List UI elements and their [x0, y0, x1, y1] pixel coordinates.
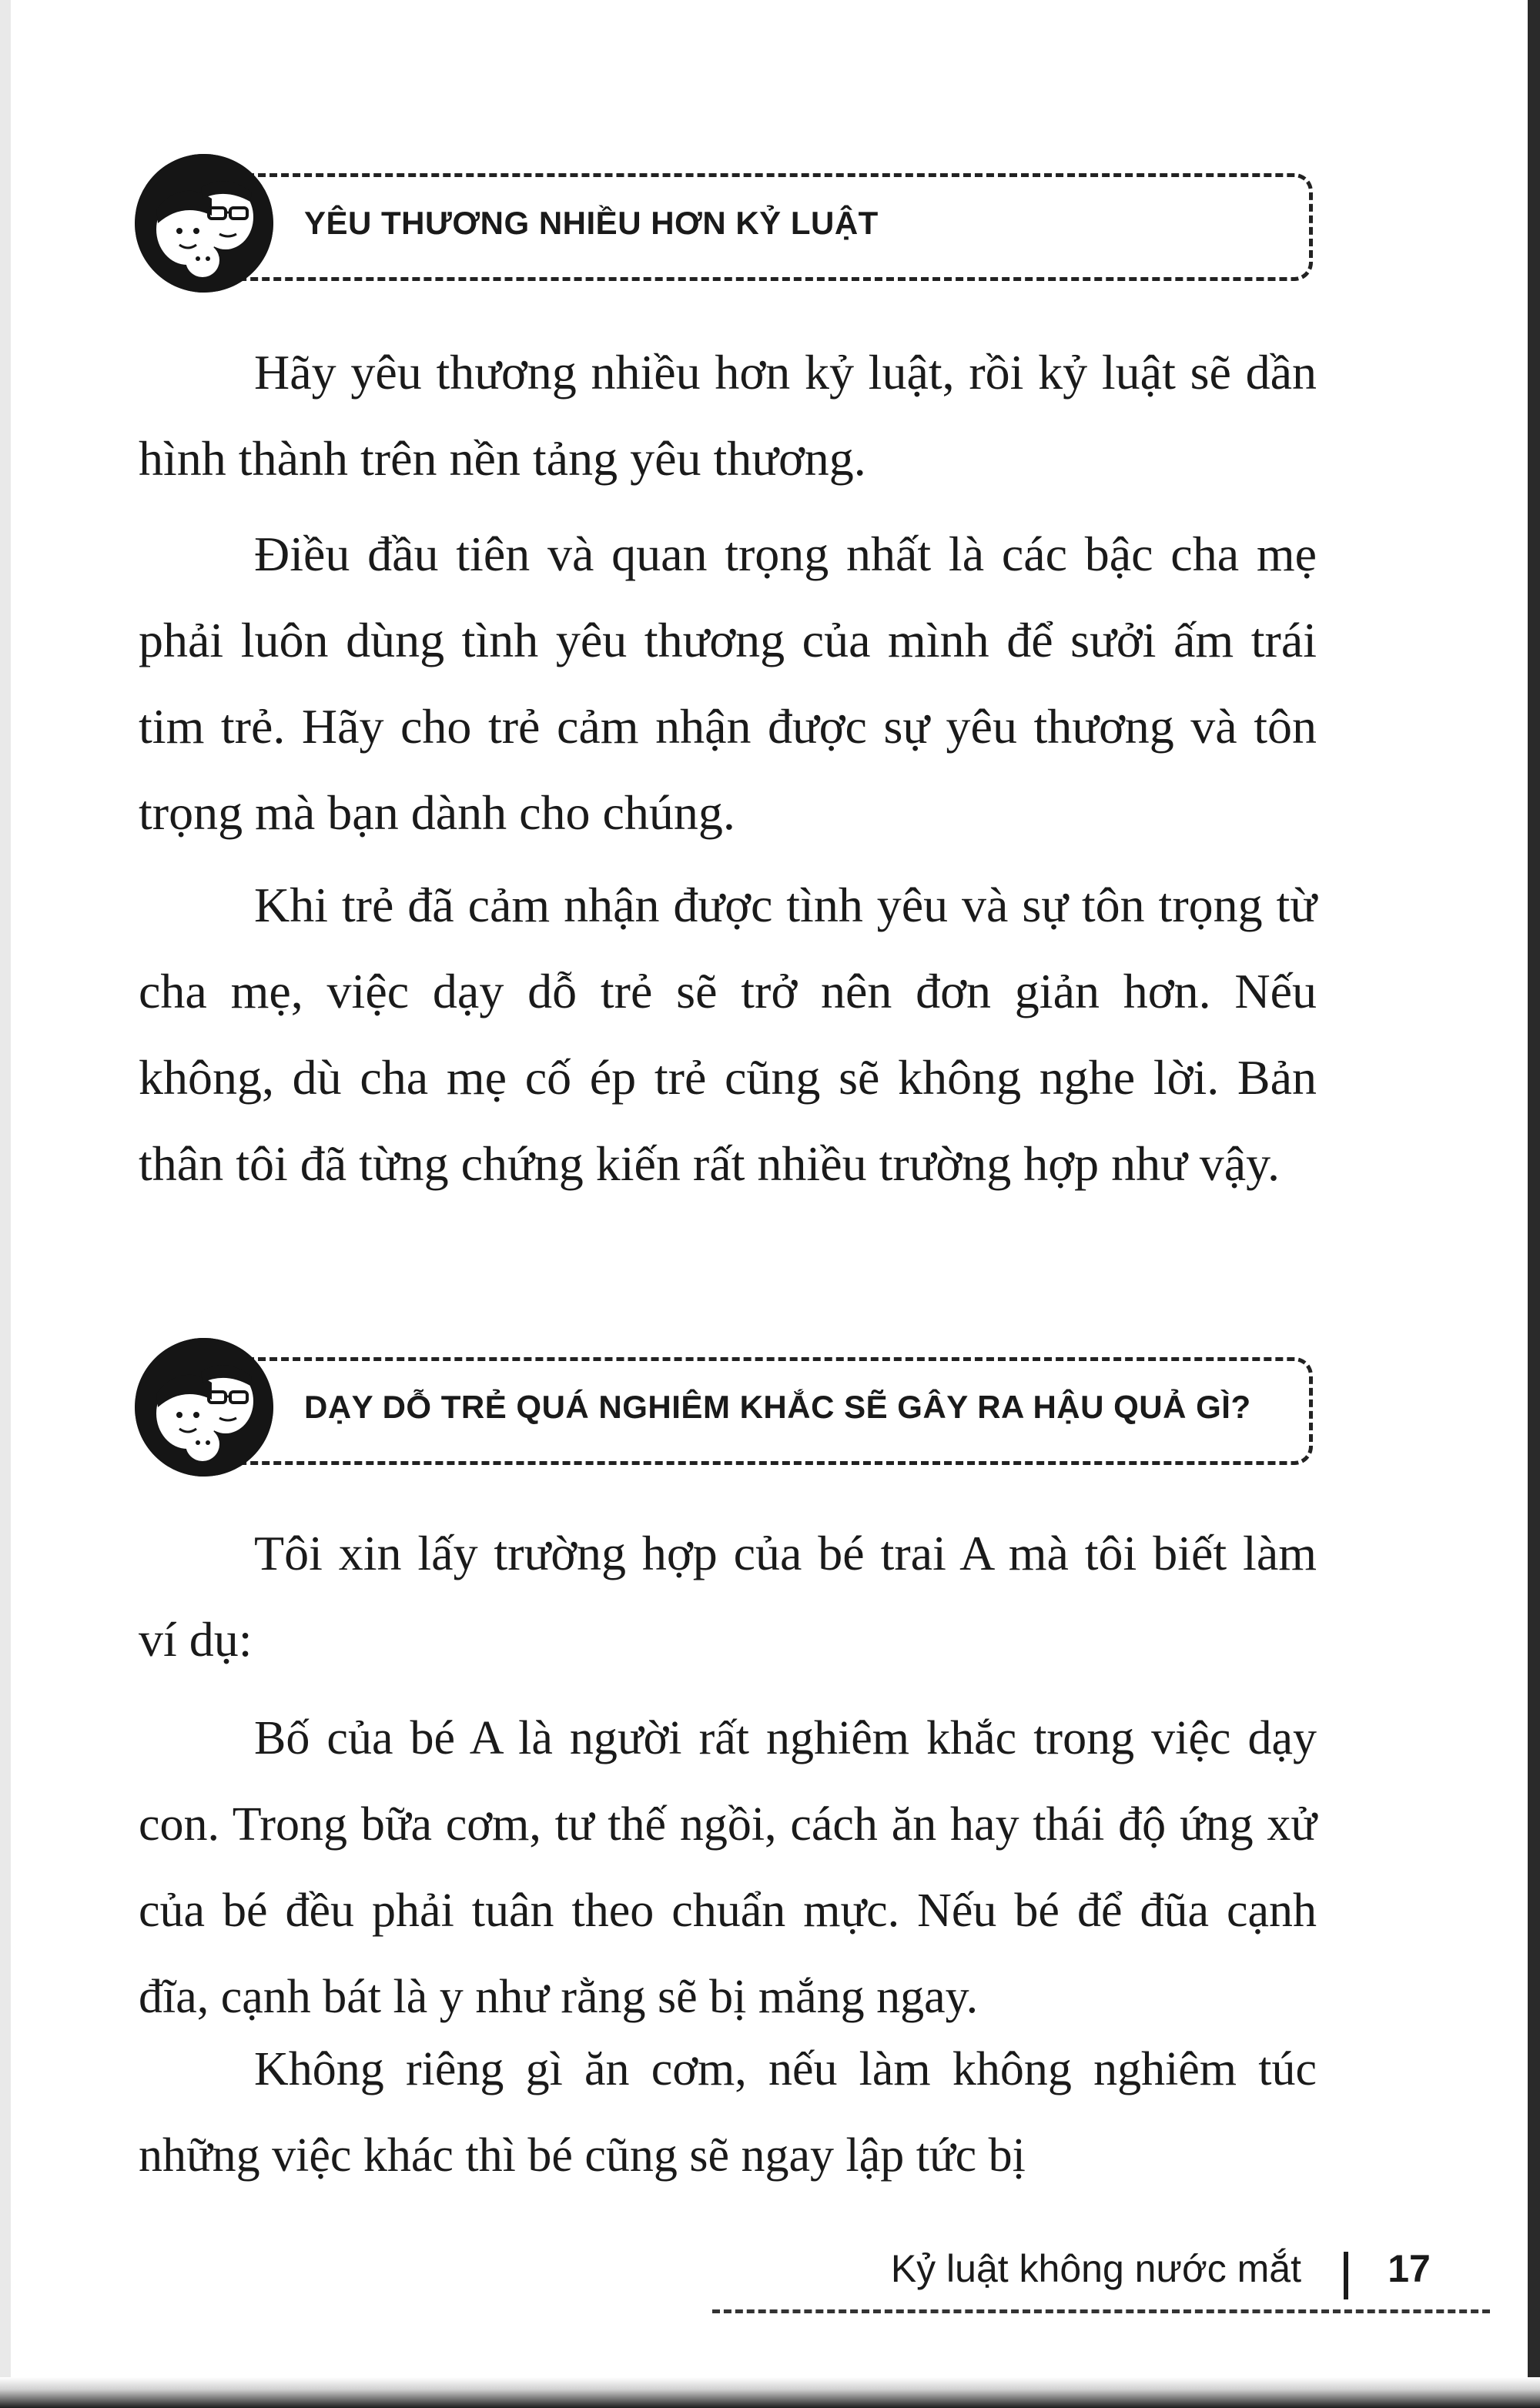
section-header: [135, 154, 1321, 293]
page-edge: [1528, 0, 1540, 2408]
section-title: YÊU THƯƠNG NHIỀU HƠN KỶ LUẬT: [304, 205, 879, 241]
paragraph: Khi trẻ đã cảm nhận được tình yêu và sự tôn trọng từ cha mẹ, việc dạy dỗ trẻ sẽ trở nên đơn giản hơn. Nếu không, dù cha mẹ cố ép trẻ cũng sẽ không nghe lời. Bản thân tôi đã từng chứng kiến rất nhiều trường hợp như vậy.: [139, 878, 1317, 1191]
footer-dashed-rule: [712, 2309, 1490, 2313]
footer-separator: [1344, 2252, 1348, 2299]
page-edge: [0, 2377, 1540, 2408]
paragraph: Tôi xin lấy trường hợp của bé trai A mà tôi biết làm ví dụ:: [139, 1526, 1317, 1667]
paragraph: Bố của bé A là người rất nghiêm khắc trong việc dạy con. Trong bữa cơm, tư thế ngồi, cách ăn hay thái độ ứng xử của bé đều phải tuân theo chuẩn mực. Nếu bé để đũa cạnh đĩa, cạnh bát là y như rằng sẽ bị mắng ngay.: [139, 1712, 1317, 2023]
paragraph: Điều đầu tiên và quan trọng nhất là các bậc cha mẹ phải luôn dùng tình yêu thương của mình để sưởi ấm trái tim trẻ. Hãy cho trẻ cảm nhận được sự yêu thương và tôn trọng mà bạn dành cho chúng.: [139, 527, 1317, 840]
page-edge: [0, 0, 11, 2408]
paragraph: Không riêng gì ăn cơm, nếu làm không nghiêm túc những việc khác thì bé cũng sẽ ngay lập tức bị: [139, 2043, 1317, 2182]
section-title: DẠY DỖ TRẺ QUÁ NGHIÊM KHẮC SẼ GÂY RA HẬU QUẢ GÌ?: [304, 1389, 1251, 1425]
section-header: [135, 1338, 1321, 1477]
running-footer-title: Kỷ luật không nước mắt: [890, 2247, 1301, 2290]
page-number: 17: [1388, 2247, 1431, 2290]
paragraph: Hãy yêu thương nhiều hơn kỷ luật, rồi kỷ luật sẽ dần hình thành trên nền tảng yêu thương.: [139, 345, 1317, 486]
family-icon: [135, 154, 273, 293]
family-icon: [135, 1338, 273, 1477]
